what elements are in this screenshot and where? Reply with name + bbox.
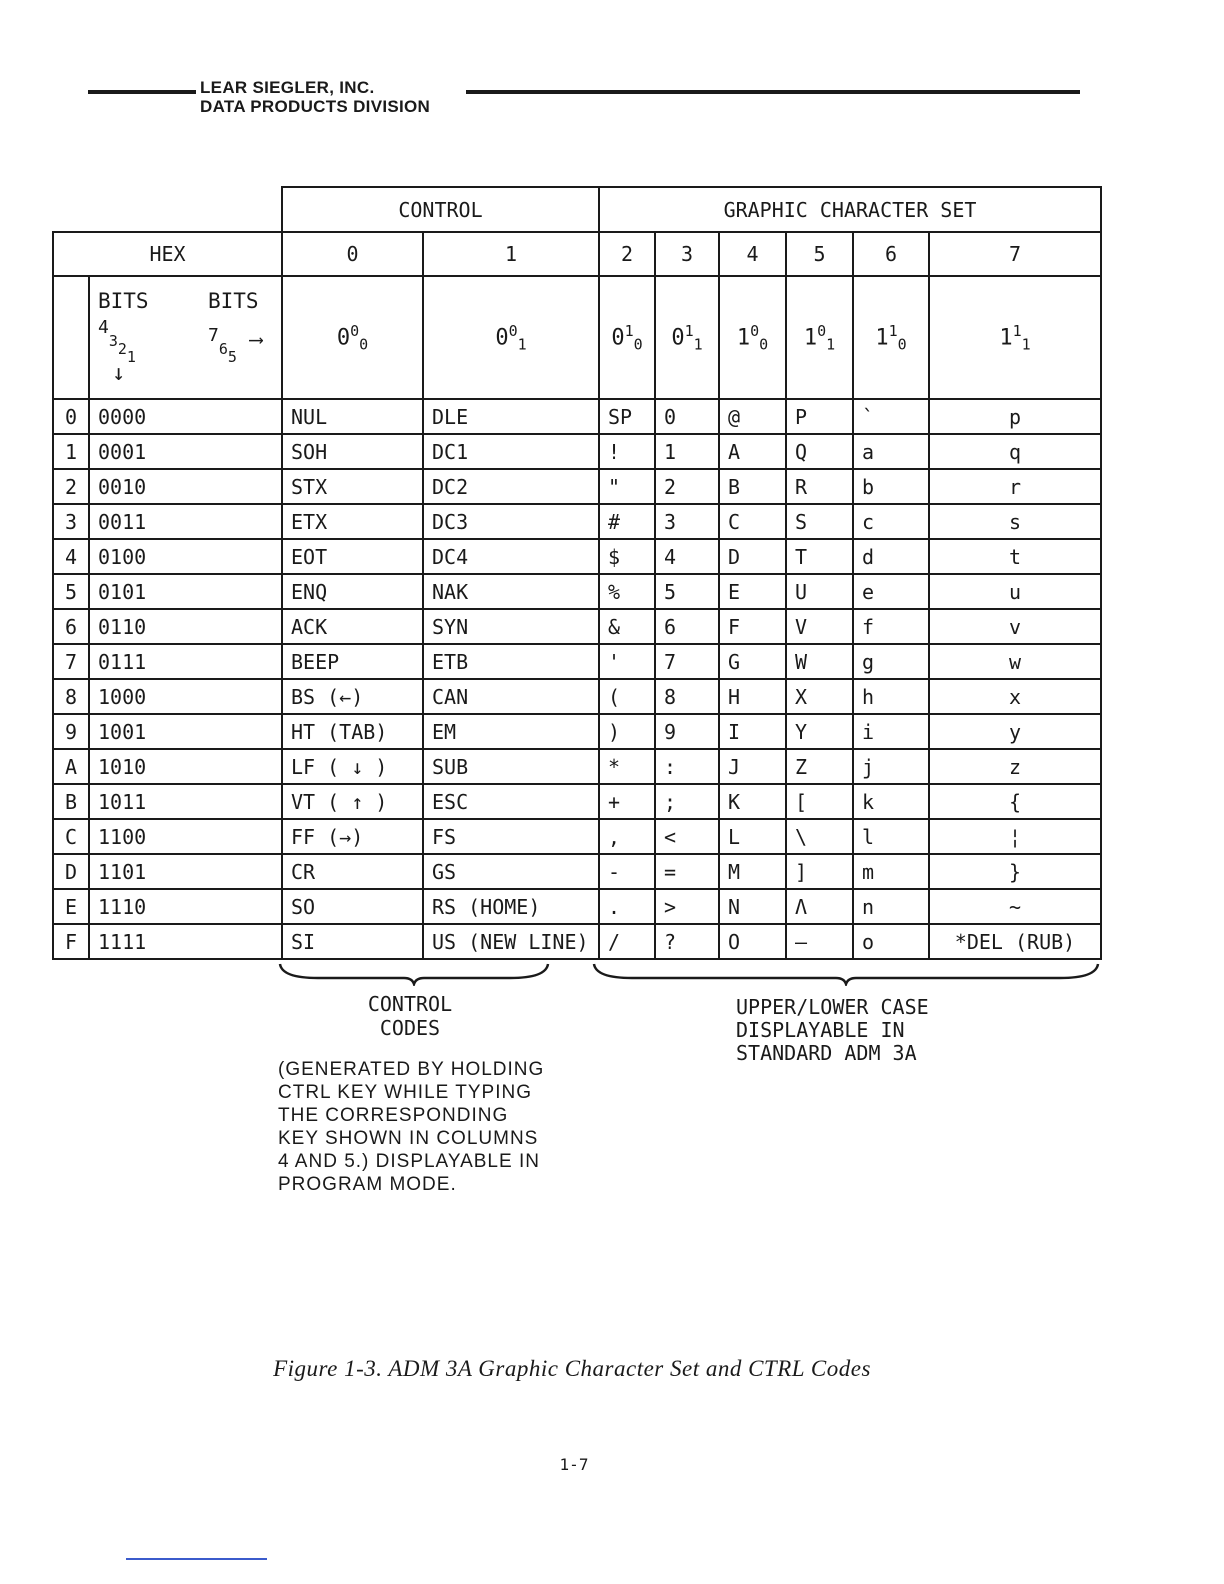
char-cell-col-5: T — [786, 539, 853, 574]
char-cell-col-0: BS (←) — [282, 679, 423, 714]
row-bits: 1100 — [89, 819, 282, 854]
hex-label: HEX — [149, 242, 186, 266]
generated-line-6: PROGRAM MODE. — [278, 1174, 457, 1195]
row-bits: 0110 — [89, 609, 282, 644]
control-codes-line-2: CODES — [379, 1016, 441, 1040]
char-cell-col-6: ` — [853, 399, 929, 434]
char-cell-col-4: H — [719, 679, 786, 714]
char-cell-col-4: O — [719, 924, 786, 959]
char-cell-col-4: @ — [719, 399, 786, 434]
graphic-set-brace — [592, 960, 1100, 986]
char-cell-col-1: ESC — [423, 784, 599, 819]
figure-caption: Figure 1-3. ADM 3A Graphic Character Set and CTRL Codes — [273, 1356, 871, 1381]
char-cell-col-2: % — [599, 574, 655, 609]
row-hex: 2 — [53, 469, 89, 504]
char-cell-col-2: # — [599, 504, 655, 539]
char-cell-col-2: ) — [599, 714, 655, 749]
row-hex: 3 — [53, 504, 89, 539]
row-bits: 0111 — [89, 644, 282, 679]
table-row — [53, 854, 1101, 889]
bits-key — [89, 276, 282, 399]
col-bits-3: $0^1_1$ — [655, 276, 719, 399]
char-cell-col-5: Y — [786, 714, 853, 749]
char-cell-col-3: 8 — [655, 679, 719, 714]
table-row — [53, 434, 1101, 469]
control-codes-line-1: CONTROL — [367, 992, 453, 1016]
row-hex: 9 — [53, 714, 89, 749]
row-bits: 1110 — [89, 889, 282, 924]
char-cell-col-7: w — [929, 644, 1101, 679]
char-cell-col-4: E — [719, 574, 786, 609]
row-bits: 1010 — [89, 749, 282, 784]
char-cell-col-4: L — [719, 819, 786, 854]
table-row — [53, 714, 1101, 749]
col-number-5: 5 — [786, 232, 853, 276]
char-cell-col-4: A — [719, 434, 786, 469]
row-hex: E — [53, 889, 89, 924]
company-name: LEAR SIEGLER, INC. — [200, 78, 375, 97]
char-cell-col-5: Z — [786, 749, 853, 784]
header-rule-left — [88, 90, 196, 94]
char-cell-col-4: C — [719, 504, 786, 539]
character-table — [52, 186, 1102, 960]
char-cell-col-7: { — [929, 784, 1101, 819]
row-bits: 0011 — [89, 504, 282, 539]
char-cell-col-7: x — [929, 679, 1101, 714]
char-cell-col-7: *DEL (RUB) — [929, 924, 1101, 959]
char-cell-col-0: VT ( ↑ ) — [282, 784, 423, 819]
col-number-2: 2 — [599, 232, 655, 276]
char-cell-col-5: ] — [786, 854, 853, 889]
char-cell-col-6: c — [853, 504, 929, 539]
table-row — [53, 399, 1101, 434]
col-bits-0: $0^0_0$ — [282, 276, 423, 399]
char-cell-col-2: / — [599, 924, 655, 959]
char-cell-col-7: u — [929, 574, 1101, 609]
char-cell-col-1: DC2 — [423, 469, 599, 504]
char-cell-col-6: k — [853, 784, 929, 819]
char-cell-col-4: J — [719, 749, 786, 784]
char-cell-col-5: U — [786, 574, 853, 609]
table-row — [53, 644, 1101, 679]
char-cell-col-3: ? — [655, 924, 719, 959]
row-bits: 1111 — [89, 924, 282, 959]
char-cell-col-1: DC4 — [423, 539, 599, 574]
char-cell-col-1: ETB — [423, 644, 599, 679]
char-cell-col-4: B — [719, 469, 786, 504]
char-cell-col-6: n — [853, 889, 929, 924]
char-cell-col-7: t — [929, 539, 1101, 574]
char-cell-col-6: m — [853, 854, 929, 889]
char-cell-col-6: o — [853, 924, 929, 959]
char-cell-col-6: e — [853, 574, 929, 609]
col-bits-6: $1^1_0$ — [853, 276, 929, 399]
company-header — [200, 78, 430, 116]
char-cell-col-5: — — [786, 924, 853, 959]
char-cell-col-5: W — [786, 644, 853, 679]
row-bits: 0000 — [89, 399, 282, 434]
char-cell-col-0: LF ( ↓ ) — [282, 749, 423, 784]
char-cell-col-1: US (NEW LINE) — [423, 924, 599, 959]
char-cell-col-4: N — [719, 889, 786, 924]
char-cell-col-5: R — [786, 469, 853, 504]
table-row — [53, 749, 1101, 784]
char-cell-col-1: GS — [423, 854, 599, 889]
char-cell-col-0: SI — [282, 924, 423, 959]
char-cell-col-6: j — [853, 749, 929, 784]
char-cell-col-1: RS (HOME) — [423, 889, 599, 924]
control-codes-brace — [278, 960, 550, 986]
table-row — [53, 609, 1101, 644]
char-cell-col-6: l — [853, 819, 929, 854]
group-control-header: CONTROL — [282, 187, 599, 232]
arrow-down-icon: ↓ — [112, 361, 126, 386]
char-cell-col-0: BEEP — [282, 644, 423, 679]
char-cell-col-7: s — [929, 504, 1101, 539]
char-cell-col-1: DLE — [423, 399, 599, 434]
char-cell-col-0: SOH — [282, 434, 423, 469]
col-bits-5: $1^0_1$ — [786, 276, 853, 399]
row-hex: A — [53, 749, 89, 784]
upper-lower-line-1: UPPER/LOWER CASE — [736, 995, 929, 1019]
col-number-7: 7 — [929, 232, 1101, 276]
upper-lower-case-note — [736, 996, 929, 1065]
char-cell-col-0: CR — [282, 854, 423, 889]
row-hex: 7 — [53, 644, 89, 679]
char-cell-col-5: S — [786, 504, 853, 539]
char-cell-col-2: ' — [599, 644, 655, 679]
char-cell-col-7: y — [929, 714, 1101, 749]
char-cell-col-3: 1 — [655, 434, 719, 469]
bits-right-label: BITS — [208, 289, 259, 313]
header-rule-right — [466, 90, 1080, 94]
bits-low-order: $4_{321}$ — [98, 317, 136, 366]
char-cell-col-7: p — [929, 399, 1101, 434]
char-cell-col-7: } — [929, 854, 1101, 889]
char-cell-col-5: [ — [786, 784, 853, 819]
char-cell-col-3: ; — [655, 784, 719, 819]
generated-line-4: KEY SHOWN IN COLUMNS — [278, 1128, 539, 1149]
row-bits: 1101 — [89, 854, 282, 889]
char-cell-col-6: h — [853, 679, 929, 714]
generated-line-1: (GENERATED BY HOLDING — [278, 1059, 545, 1080]
char-cell-col-2: * — [599, 749, 655, 784]
row-bits: 0010 — [89, 469, 282, 504]
table-row — [53, 679, 1101, 714]
char-cell-col-2: , — [599, 819, 655, 854]
generated-line-2: CTRL KEY WHILE TYPING — [278, 1082, 532, 1103]
table-row — [53, 574, 1101, 609]
char-cell-col-6: a — [853, 434, 929, 469]
char-cell-col-3: 2 — [655, 469, 719, 504]
row-hex: 8 — [53, 679, 89, 714]
char-cell-col-1: EM — [423, 714, 599, 749]
char-cell-col-3: 6 — [655, 609, 719, 644]
table-row — [53, 469, 1101, 504]
char-cell-col-1: NAK — [423, 574, 599, 609]
char-cell-col-5: V — [786, 609, 853, 644]
footer-rule — [126, 1558, 267, 1560]
char-cell-col-6: i — [853, 714, 929, 749]
col-bits-2: $0^1_0$ — [599, 276, 655, 399]
row-hex: 6 — [53, 609, 89, 644]
char-cell-col-7: v — [929, 609, 1101, 644]
char-cell-col-6: d — [853, 539, 929, 574]
char-cell-col-6: f — [853, 609, 929, 644]
char-cell-col-3: 3 — [655, 504, 719, 539]
char-cell-col-5: Q — [786, 434, 853, 469]
char-cell-col-7: z — [929, 749, 1101, 784]
char-cell-col-0: EOT — [282, 539, 423, 574]
row-hex: D — [53, 854, 89, 889]
char-cell-col-2: + — [599, 784, 655, 819]
char-cell-col-3: > — [655, 889, 719, 924]
char-cell-col-3: 0 — [655, 399, 719, 434]
row-bits: 1001 — [89, 714, 282, 749]
char-cell-col-1: DC1 — [423, 434, 599, 469]
char-cell-col-4: G — [719, 644, 786, 679]
char-cell-col-2: . — [599, 889, 655, 924]
char-cell-col-2: ! — [599, 434, 655, 469]
char-cell-col-3: 7 — [655, 644, 719, 679]
char-cell-col-7: ¦ — [929, 819, 1101, 854]
char-cell-col-4: M — [719, 854, 786, 889]
row-hex: 5 — [53, 574, 89, 609]
group-graphic-header: GRAPHIC CHARACTER SET — [599, 187, 1101, 232]
bits-left-label: BITS — [98, 289, 149, 313]
bits-high-order: $7_{65}$ — [208, 325, 237, 366]
table-row — [53, 784, 1101, 819]
char-cell-col-3: : — [655, 749, 719, 784]
char-cell-col-1: FS — [423, 819, 599, 854]
char-cell-col-4: D — [719, 539, 786, 574]
upper-lower-line-2: DISPLAYABLE IN — [736, 1018, 905, 1042]
row-bits: 1000 — [89, 679, 282, 714]
row-bits: 0001 — [89, 434, 282, 469]
char-cell-col-6: g — [853, 644, 929, 679]
table-row — [53, 924, 1101, 959]
table-row — [53, 889, 1101, 924]
char-cell-col-2: $ — [599, 539, 655, 574]
row-bits: 0100 — [89, 539, 282, 574]
char-cell-col-0: SO — [282, 889, 423, 924]
char-cell-col-4: I — [719, 714, 786, 749]
char-cell-col-0: NUL — [282, 399, 423, 434]
char-cell-col-0: STX — [282, 469, 423, 504]
char-cell-col-5: Λ — [786, 889, 853, 924]
char-cell-col-3: = — [655, 854, 719, 889]
division-name: DATA PRODUCTS DIVISION — [200, 97, 431, 116]
char-cell-col-0: ETX — [282, 504, 423, 539]
char-cell-col-2: " — [599, 469, 655, 504]
table-row — [53, 819, 1101, 854]
table-row — [53, 504, 1101, 539]
table-row — [53, 539, 1101, 574]
row-hex: 0 — [53, 399, 89, 434]
row-hex: B — [53, 784, 89, 819]
row-bits: 0101 — [89, 574, 282, 609]
page-number: 1-7 — [559, 1455, 589, 1474]
char-cell-col-4: F — [719, 609, 786, 644]
arrow-right-icon: ⟶ — [250, 327, 263, 351]
col-bits-1: $0^0_1$ — [423, 276, 599, 399]
generated-note — [278, 1058, 568, 1196]
char-cell-col-5: \ — [786, 819, 853, 854]
char-cell-col-5: P — [786, 399, 853, 434]
char-cell-col-1: CAN — [423, 679, 599, 714]
char-cell-col-3: 9 — [655, 714, 719, 749]
table-body — [53, 399, 1101, 959]
char-cell-col-2: - — [599, 854, 655, 889]
row-hex: 1 — [53, 434, 89, 469]
col-number-1: 1 — [423, 232, 599, 276]
char-cell-col-6: b — [853, 469, 929, 504]
col-bits-4: $1^0_0$ — [719, 276, 786, 399]
char-cell-col-1: DC3 — [423, 504, 599, 539]
generated-line-3: THE CORRESPONDING — [278, 1105, 509, 1126]
char-cell-col-3: 4 — [655, 539, 719, 574]
row-hex: 4 — [53, 539, 89, 574]
row-hex: F — [53, 924, 89, 959]
char-cell-col-2: ( — [599, 679, 655, 714]
char-cell-col-3: < — [655, 819, 719, 854]
generated-line-5: 4 AND 5.) DISPLAYABLE IN — [278, 1151, 540, 1172]
char-cell-col-0: HT (TAB) — [282, 714, 423, 749]
col-number-3: 3 — [655, 232, 719, 276]
char-cell-col-1: SYN — [423, 609, 599, 644]
upper-lower-line-3: STANDARD ADM 3A — [736, 1041, 917, 1065]
hex-header — [53, 232, 282, 276]
char-cell-col-0: ACK — [282, 609, 423, 644]
col-bits-7: $1^1_1$ — [929, 276, 1101, 399]
char-cell-col-2: & — [599, 609, 655, 644]
char-cell-col-7: r — [929, 469, 1101, 504]
char-cell-col-0: FF (→) — [282, 819, 423, 854]
col-number-6: 6 — [853, 232, 929, 276]
row-bits: 1011 — [89, 784, 282, 819]
char-cell-col-7: ~ — [929, 889, 1101, 924]
char-cell-col-4: K — [719, 784, 786, 819]
char-cell-col-7: q — [929, 434, 1101, 469]
char-cell-col-0: ENQ — [282, 574, 423, 609]
col-number-4: 4 — [719, 232, 786, 276]
char-cell-col-5: X — [786, 679, 853, 714]
char-cell-col-2: SP — [599, 399, 655, 434]
col-number-0: 0 — [282, 232, 423, 276]
row-hex: C — [53, 819, 89, 854]
char-cell-col-1: SUB — [423, 749, 599, 784]
control-codes-label — [290, 992, 530, 1040]
char-cell-col-3: 5 — [655, 574, 719, 609]
